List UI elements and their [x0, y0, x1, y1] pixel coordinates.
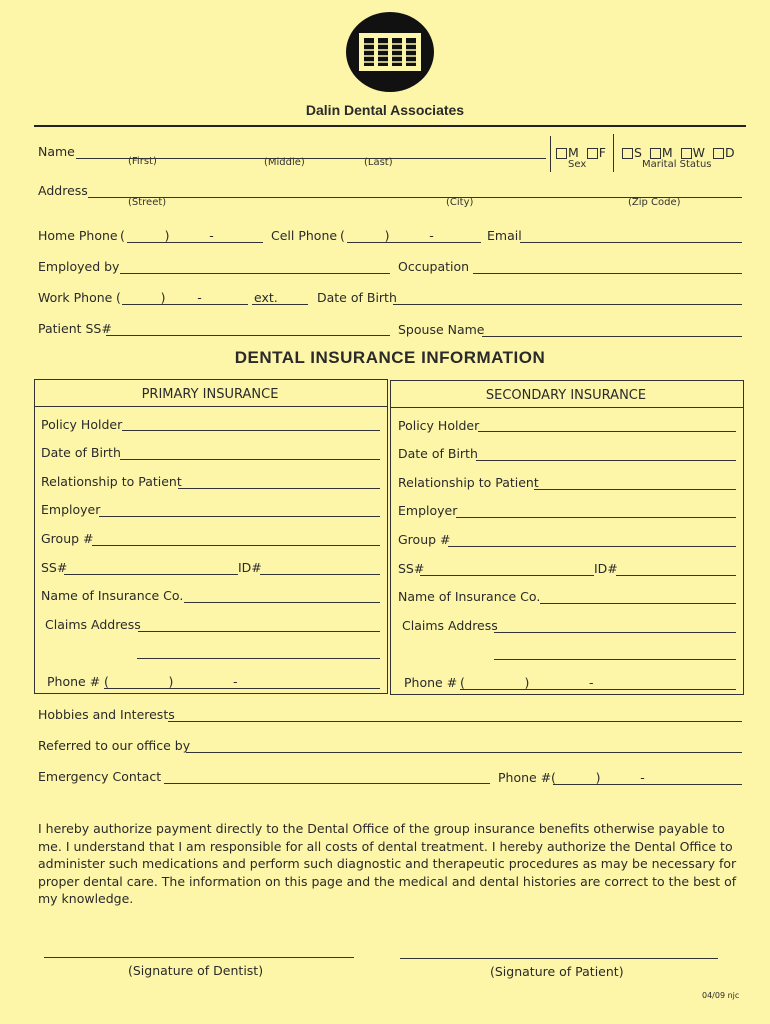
secondary-dob-label: Date of Birth: [398, 446, 478, 461]
address-label: Address: [38, 183, 88, 198]
primary-id-field[interactable]: [260, 574, 380, 575]
marital-d-checkbox[interactable]: [713, 148, 724, 159]
marital-s-checkbox[interactable]: [622, 148, 633, 159]
primary-title-rule: [34, 406, 388, 407]
secondary-employer-field[interactable]: [456, 517, 736, 518]
patient-signature-field[interactable]: [400, 958, 718, 959]
emergency-contact-label: Emergency Contact: [38, 769, 162, 784]
secondary-id-field[interactable]: [616, 575, 736, 576]
marital-m-label: M: [661, 145, 673, 160]
secondary-employer-label: Employer: [398, 503, 458, 518]
primary-relationship-field[interactable]: [178, 488, 380, 489]
hobbies-label: Hobbies and Interests: [38, 707, 175, 722]
secondary-ins-co-label: Name of Insurance Co.: [398, 589, 541, 604]
referred-label: Referred to our office by: [38, 738, 191, 753]
marital-d-label: D: [724, 145, 735, 160]
secondary-relationship-field[interactable]: [534, 489, 736, 490]
primary-policy-holder-field[interactable]: [122, 430, 380, 431]
dentist-signature-label: (Signature of Dentist): [128, 963, 264, 978]
secondary-policy-holder-label: Policy Holder: [398, 418, 480, 433]
emergency-phone-label: Phone #: [498, 770, 552, 785]
primary-phone-label: Phone #: [47, 674, 101, 689]
secondary-title-rule: [390, 407, 744, 408]
emergency-contact-field[interactable]: [164, 783, 490, 784]
primary-dob-field[interactable]: [120, 459, 380, 460]
email-field[interactable]: [520, 242, 742, 243]
street-label: (Street): [128, 197, 167, 208]
dob-field[interactable]: [393, 304, 742, 305]
primary-claims-address-label: Claims Address: [45, 617, 141, 632]
primary-claims-address-field-2[interactable]: [137, 658, 380, 659]
secondary-dob-field[interactable]: [476, 460, 736, 461]
ext-label: ext.: [254, 290, 278, 305]
dob-label: Date of Birth: [317, 290, 397, 305]
primary-ss-field[interactable]: [64, 574, 238, 575]
hobbies-field[interactable]: [168, 721, 742, 722]
ext-field[interactable]: [252, 304, 308, 305]
sex-box-left-rule: [550, 136, 551, 172]
secondary-ins-co-field[interactable]: [540, 603, 736, 604]
marital-label: Marital Status: [642, 159, 712, 170]
secondary-phone-label: Phone #: [404, 675, 458, 690]
primary-claims-address-field[interactable]: [138, 631, 380, 632]
secondary-id-label: ID#: [594, 561, 618, 576]
marital-w-checkbox[interactable]: [681, 148, 692, 159]
sex-label: Sex: [568, 159, 587, 170]
primary-phone-field[interactable]: [104, 688, 380, 689]
primary-employer-field[interactable]: [99, 516, 380, 517]
sex-m-checkbox[interactable]: [556, 148, 567, 159]
employed-by-label: Employed by: [38, 259, 120, 274]
emergency-phone-format: ( ) -: [551, 770, 645, 785]
referred-field[interactable]: [186, 752, 742, 753]
marital-m-checkbox[interactable]: [650, 148, 661, 159]
primary-insurance-title: PRIMARY INSURANCE: [141, 387, 279, 402]
insurance-section-title: DENTAL INSURANCE INFORMATION: [234, 348, 546, 367]
secondary-phone-field[interactable]: [460, 689, 736, 690]
sex-f-checkbox[interactable]: [587, 148, 598, 159]
sex-f-label: F: [598, 145, 606, 160]
work-phone-format: ( ) -: [116, 290, 202, 305]
secondary-claims-address-label: Claims Address: [402, 618, 498, 633]
logo: [344, 10, 436, 94]
primary-ins-co-label: Name of Insurance Co.: [41, 588, 184, 603]
zip-label: (Zip Code): [628, 197, 681, 208]
patient-signature-label: (Signature of Patient): [490, 964, 624, 979]
employed-by-field[interactable]: [120, 273, 390, 274]
sex-options: [556, 145, 606, 160]
sex-m-label: M: [568, 145, 579, 160]
marital-s-label: S: [634, 145, 642, 160]
cell-phone-field[interactable]: [347, 242, 481, 243]
secondary-insurance-title: SECONDARY INSURANCE: [485, 388, 647, 403]
primary-relationship-label: Relationship to Patient: [41, 474, 182, 489]
cell-phone-format: ( ) -: [340, 228, 434, 243]
primary-group-label: Group #: [41, 531, 94, 546]
work-phone-label: Work Phone: [38, 290, 113, 305]
sex-box-right-rule: [613, 134, 614, 172]
form-code: 04/09 njc: [702, 991, 740, 1000]
occupation-label: Occupation: [398, 259, 470, 274]
secondary-relationship-label: Relationship to Patient: [398, 475, 539, 490]
secondary-phone-format: ( ) -: [460, 675, 594, 690]
last-label: (Last): [364, 157, 393, 168]
city-label: (City): [446, 197, 474, 208]
secondary-claims-address-field[interactable]: [494, 632, 736, 633]
email-label: Email: [487, 228, 522, 243]
patient-ss-label: Patient SS#: [38, 321, 112, 336]
occupation-field[interactable]: [473, 273, 742, 274]
middle-label: (Middle): [264, 157, 305, 168]
primary-group-field[interactable]: [92, 545, 380, 546]
primary-id-label: ID#: [238, 560, 262, 575]
primary-dob-label: Date of Birth: [41, 445, 121, 460]
primary-ins-co-field[interactable]: [184, 602, 380, 603]
secondary-group-field[interactable]: [448, 546, 736, 547]
patient-ss-field[interactable]: [106, 335, 390, 336]
work-phone-field[interactable]: [122, 304, 248, 305]
primary-ss-label: SS#: [41, 560, 68, 575]
secondary-claims-address-field-2[interactable]: [494, 659, 736, 660]
emergency-phone-field[interactable]: [553, 784, 742, 785]
primary-phone-format: ( ) -: [104, 674, 238, 689]
name-label: Name: [38, 144, 75, 159]
primary-employer-label: Employer: [41, 502, 101, 517]
home-phone-label: Home Phone: [38, 228, 118, 243]
secondary-ss-field[interactable]: [420, 575, 594, 576]
spouse-name-field[interactable]: [482, 336, 742, 337]
spouse-name-label: Spouse Name: [398, 322, 485, 337]
practice-name: Dalin Dental Associates: [305, 102, 465, 118]
marital-w-label: W: [692, 145, 706, 160]
cell-phone-label: Cell Phone: [271, 228, 338, 243]
secondary-policy-holder-field[interactable]: [478, 431, 736, 432]
home-phone-field[interactable]: [127, 242, 263, 243]
authorization-text: I hereby authorize payment directly to the Dental Office of the group insurance benefits otherwise payable to me. I understand that I am responsible for all costs of dental treatment. I hereby authorize the Dental Office to administer such medications and perform such diagnostic and therapeutic procedures as may be necessary for proper dental care. The information on this page and the medical and dental histories are correct to the best of my knowledge.: [38, 821, 737, 906]
secondary-ss-label: SS#: [398, 561, 425, 576]
secondary-group-label: Group #: [398, 532, 451, 547]
dentist-signature-field[interactable]: [44, 957, 354, 958]
marital-options: [622, 145, 735, 160]
primary-policy-holder-label: Policy Holder: [41, 417, 123, 432]
first-label: (First): [128, 156, 157, 167]
home-phone-format: ( ) -: [120, 228, 214, 243]
header-rule: [34, 125, 746, 127]
